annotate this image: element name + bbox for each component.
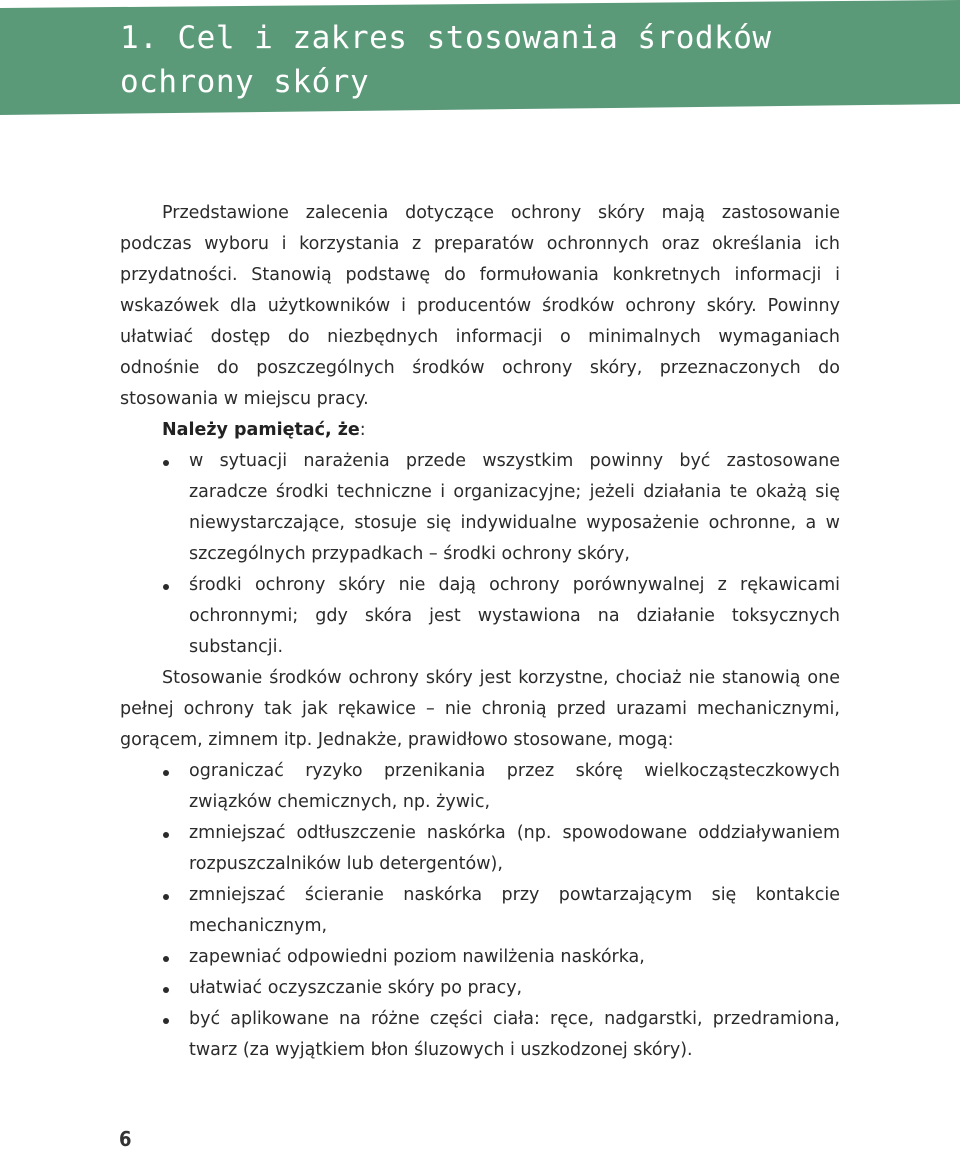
page-number: 6 <box>119 1127 132 1151</box>
remember-list-item: środki ochrony skóry nie dają ochrony porównywalnej z rękawicami ochronnymi; gdy skóra jest wystawiona na działanie toksycznych substancji. <box>189 570 840 663</box>
benefits-list <box>120 756 840 1066</box>
chapter-title: 1. Cel i zakres stosowania środków ochrony skóry <box>120 20 772 100</box>
benefits-list-item: ułatwiać oczyszczanie skóry po pracy, <box>189 973 840 1004</box>
benefits-list-item: zmniejszać ścieranie naskórka przy powtarzającym się kontakcie mechanicznym, <box>189 880 840 942</box>
intro-paragraph: Przedstawione zalecenia dotyczące ochrony skóry mają zastosowanie podczas wyboru i korzystania z preparatów ochronnych oraz określania ich przydatności. Stanowią podstawę do formułowania konkretnych informacji i wskazówek dla użytkowników i producentów środków ochrony skóry. Powinny ułatwiać dostęp do niezbędnych informacji o minimalnych wymaganiach odnośnie do poszczególnych środków ochrony skóry, przeznaczonych do stosowania w miejscu pracy. <box>120 203 840 409</box>
page-body <box>120 198 840 1066</box>
remember-list-item: w sytuacji narażenia przede wszystkim powinny być zastosowane zaradcze środki techniczne i organizacyjne; jeżeli działania te okażą się niewystarczające, stosuje się indywidualne wyposażenie ochronne, a w szczególnych przypadkach – środki ochrony skóry, <box>189 446 840 570</box>
remember-label: Należy pamiętać, że <box>162 420 360 440</box>
remember-colon: : <box>359 420 366 440</box>
benefits-list-item: być aplikowane na różne części ciała: ręce, nadgarstki, przedramiona, twarz (za wyjątkiem błon śluzowych i uszkodzonej skóry). <box>189 1004 840 1066</box>
remember-list <box>120 446 840 663</box>
remember-heading <box>120 415 840 446</box>
benefits-list-item: zmniejszać odtłuszczenie naskórka (np. spowodowane oddziaływaniem rozpuszczalników lub detergentów), <box>189 818 840 880</box>
benefits-list-item: ograniczać ryzyko przenikania przez skórę wielkocząsteczkowych związków chemicznych, np. żywic, <box>189 756 840 818</box>
usage-paragraph: Stosowanie środków ochrony skóry jest korzystne, chociaż nie stanowią one pełnej ochrony tak jak rękawice – nie chronią przed urazami mechanicznymi, gorącem, zimnem itp. Jednakże, prawidłowo stosowane, mogą: <box>120 668 840 750</box>
benefits-list-item: zapewniać odpowiedni poziom nawilżenia naskórka, <box>189 942 840 973</box>
